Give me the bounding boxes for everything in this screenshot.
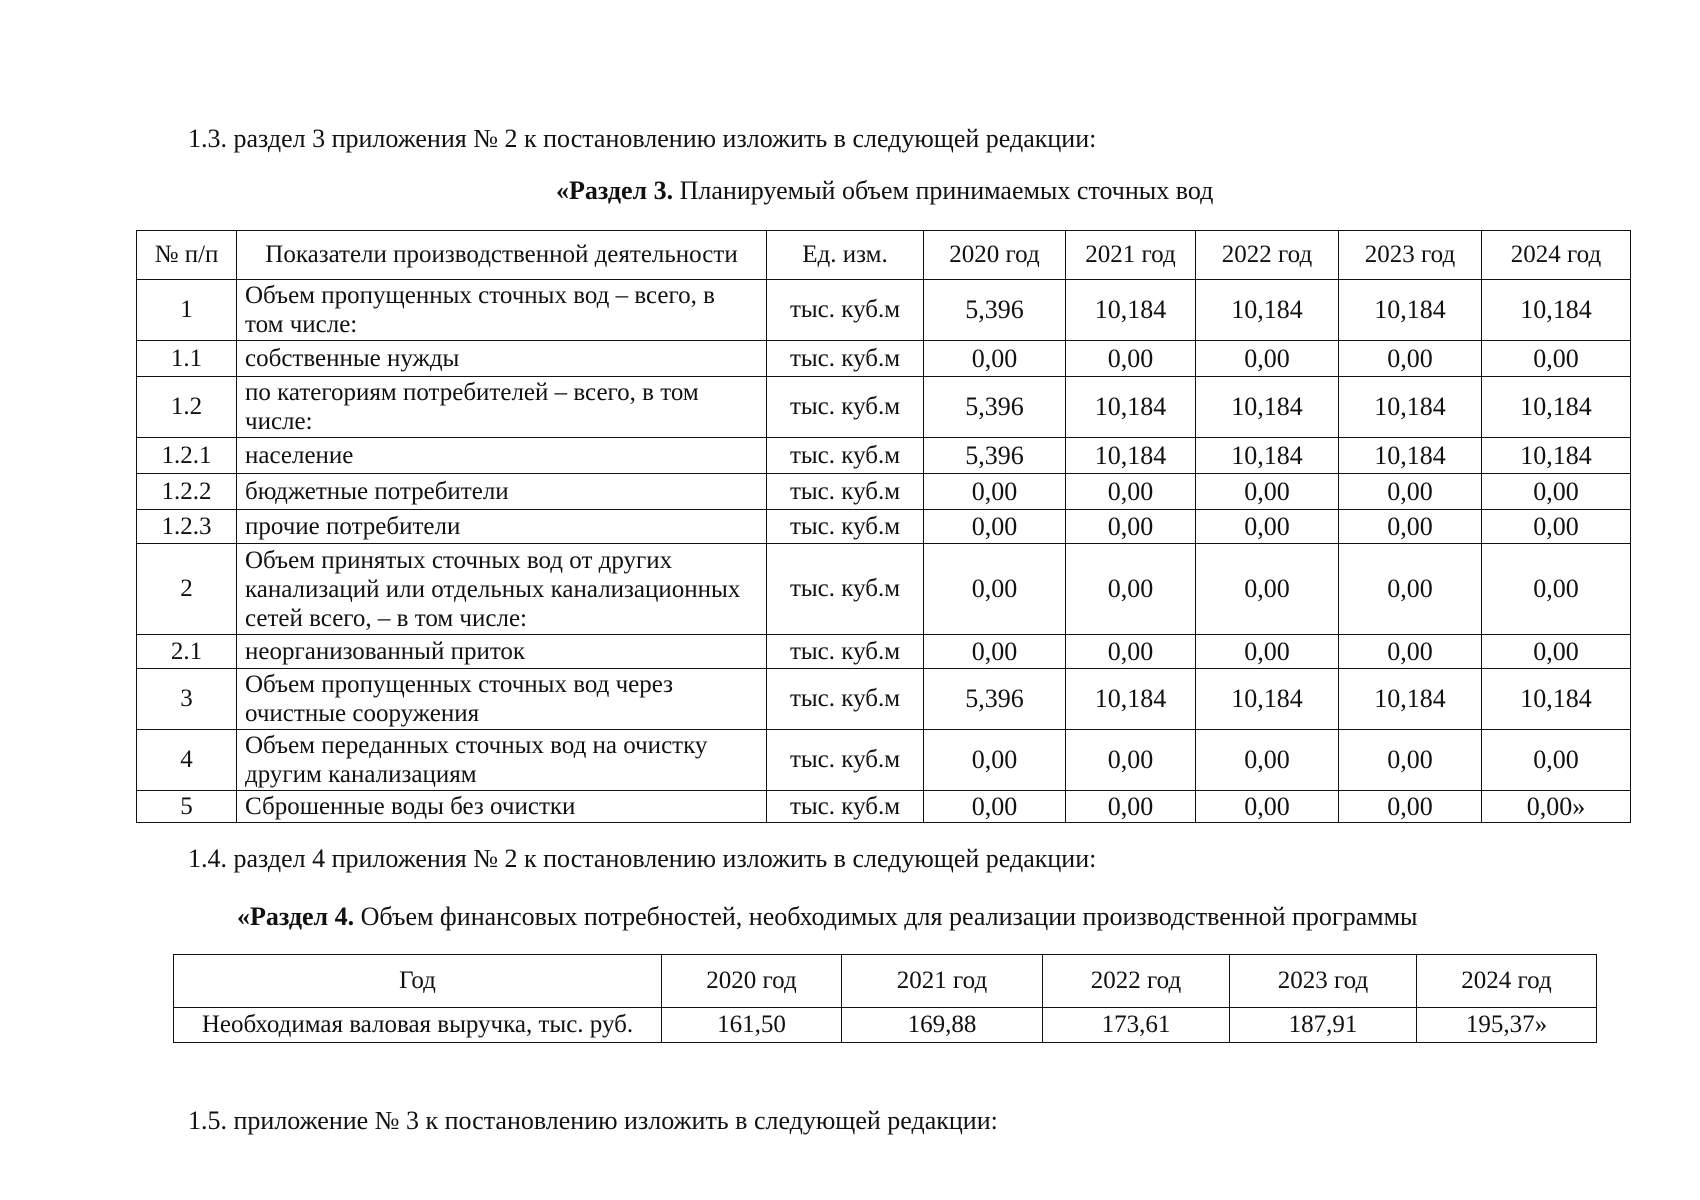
row-number: 5: [137, 791, 237, 823]
value-2020: 0,00: [924, 635, 1066, 669]
table-row: [137, 474, 1631, 510]
revenue-label: Необходимая валовая выручка, тыс. руб.: [174, 1008, 662, 1043]
unit: тыс. куб.м: [767, 377, 924, 438]
section-4-title: [237, 902, 1418, 932]
value-2020: 0,00: [924, 341, 1066, 377]
header-cell: 2021 год: [842, 955, 1043, 1008]
table-row: [137, 730, 1631, 791]
section-4-table: [173, 954, 1597, 1043]
table-row: [137, 510, 1631, 544]
table-row: [137, 544, 1631, 635]
value-2020: 0,00: [924, 474, 1066, 510]
row-number: 1.2.3: [137, 510, 237, 544]
row-number: 1.2: [137, 377, 237, 438]
section-3-title-bold: «Раздел 3.: [556, 176, 674, 205]
unit: тыс. куб.м: [767, 474, 924, 510]
value-2022: 0,00: [1196, 474, 1339, 510]
header-cell: 2024 год: [1417, 955, 1597, 1008]
value-2022: 0,00: [1196, 341, 1339, 377]
value-2024: 195,37»: [1417, 1008, 1597, 1043]
paragraph-1-4: 1.4. раздел 4 приложения № 2 к постановлению изложить в следующей редакции:: [188, 844, 1097, 873]
value-2023: 0,00: [1339, 635, 1482, 669]
section-3-title-rest: Планируемый объем принимаемых сточных вод: [673, 176, 1214, 205]
value-2023: 10,184: [1339, 669, 1482, 730]
row-number: 4: [137, 730, 237, 791]
header-cell: Ед. изм.: [767, 231, 924, 280]
value-2021: 0,00: [1066, 791, 1196, 823]
table-row: [137, 438, 1631, 474]
value-2022: 10,184: [1196, 438, 1339, 474]
value-2024: 0,00: [1482, 474, 1631, 510]
value-2023: 10,184: [1339, 280, 1482, 341]
table-row: [137, 377, 1631, 438]
value-2024: 10,184: [1482, 669, 1631, 730]
header-cell: № п/п: [137, 231, 237, 280]
value-2021: 0,00: [1066, 635, 1196, 669]
indicator-name: прочие потребители: [237, 510, 767, 544]
value-2024: 0,00: [1482, 341, 1631, 377]
indicator-name: Объем переданных сточных вод на очистку другим канализациям: [237, 730, 767, 791]
row-number: 2.1: [137, 635, 237, 669]
value-2023: 0,00: [1339, 510, 1482, 544]
value-2021: 0,00: [1066, 730, 1196, 791]
value-2022: 0,00: [1196, 791, 1339, 823]
indicator-name: Объем пропущенных сточных вод через очистные сооружения: [237, 669, 767, 730]
value-2022: 0,00: [1196, 730, 1339, 791]
section-4-title-rest: Объем финансовых потребностей, необходимых для реализации производственной программы: [354, 902, 1418, 931]
value-2024: 0,00: [1482, 510, 1631, 544]
value-2023: 10,184: [1339, 438, 1482, 474]
value-2024: 10,184: [1482, 438, 1631, 474]
indicator-name: Объем принятых сточных вод от других канализаций или отдельных канализационных сетей всего, – в том числе:: [237, 544, 767, 635]
value-2021: 0,00: [1066, 544, 1196, 635]
indicator-name: по категориям потребителей – всего, в том числе:: [237, 377, 767, 438]
value-2022: 10,184: [1196, 377, 1339, 438]
value-2020: 0,00: [924, 510, 1066, 544]
value-2020: 5,396: [924, 377, 1066, 438]
value-2021: 0,00: [1066, 510, 1196, 544]
header-cell: 2023 год: [1230, 955, 1417, 1008]
value-2024: 0,00: [1482, 635, 1631, 669]
unit: тыс. куб.м: [767, 341, 924, 377]
unit: тыс. куб.м: [767, 669, 924, 730]
unit: тыс. куб.м: [767, 730, 924, 791]
value-2024: 0,00»: [1482, 791, 1631, 823]
table-row: [137, 341, 1631, 377]
indicator-name: собственные нужды: [237, 341, 767, 377]
unit: тыс. куб.м: [767, 635, 924, 669]
paragraph-1-3: 1.3. раздел 3 приложения № 2 к постановлению изложить в следующей редакции:: [188, 124, 1097, 153]
unit: тыс. куб.м: [767, 280, 924, 341]
value-2023: 0,00: [1339, 730, 1482, 791]
value-2024: 10,184: [1482, 280, 1631, 341]
table-row: [137, 669, 1631, 730]
value-2022: 10,184: [1196, 280, 1339, 341]
value-2024: 0,00: [1482, 544, 1631, 635]
indicator-name: население: [237, 438, 767, 474]
header-cell: 2022 год: [1196, 231, 1339, 280]
table-row: [137, 280, 1631, 341]
row-number: 1.2.1: [137, 438, 237, 474]
value-2023: 0,00: [1339, 544, 1482, 635]
value-2023: 10,184: [1339, 377, 1482, 438]
table-row: [174, 1008, 1597, 1043]
header-cell: Год: [174, 955, 662, 1008]
value-2024: 0,00: [1482, 730, 1631, 791]
value-2023: 0,00: [1339, 791, 1482, 823]
table-header-row: [137, 231, 1631, 280]
value-2020: 5,396: [924, 280, 1066, 341]
value-2024: 10,184: [1482, 377, 1631, 438]
indicator-name: Сброшенные воды без очистки: [237, 791, 767, 823]
value-2021: 10,184: [1066, 280, 1196, 341]
unit: тыс. куб.м: [767, 544, 924, 635]
table-row: [137, 791, 1631, 823]
value-2021: 10,184: [1066, 377, 1196, 438]
value-2021: 10,184: [1066, 438, 1196, 474]
header-cell: 2022 год: [1043, 955, 1230, 1008]
indicator-name: Объем пропущенных сточных вод – всего, в том числе:: [237, 280, 767, 341]
value-2023: 0,00: [1339, 341, 1482, 377]
value-2020: 5,396: [924, 669, 1066, 730]
value-2022: 173,61: [1043, 1008, 1230, 1043]
value-2020: 0,00: [924, 730, 1066, 791]
header-cell: 2020 год: [662, 955, 842, 1008]
row-number: 3: [137, 669, 237, 730]
value-2022: 0,00: [1196, 510, 1339, 544]
header-cell: 2020 год: [924, 231, 1066, 280]
value-2020: 0,00: [924, 544, 1066, 635]
unit: тыс. куб.м: [767, 791, 924, 823]
value-2022: 0,00: [1196, 635, 1339, 669]
unit: тыс. куб.м: [767, 510, 924, 544]
section-3-table: [136, 230, 1631, 823]
row-number: 1.2.2: [137, 474, 237, 510]
value-2020: 161,50: [662, 1008, 842, 1043]
section-3-title: [556, 176, 1213, 206]
table-row: [137, 635, 1631, 669]
row-number: 2: [137, 544, 237, 635]
unit: тыс. куб.м: [767, 438, 924, 474]
indicator-name: неорганизованный приток: [237, 635, 767, 669]
row-number: 1: [137, 280, 237, 341]
value-2023: 187,91: [1230, 1008, 1417, 1043]
row-number: 1.1: [137, 341, 237, 377]
indicator-name: бюджетные потребители: [237, 474, 767, 510]
header-cell: 2023 год: [1339, 231, 1482, 280]
section-4-title-bold: «Раздел 4.: [237, 902, 355, 931]
value-2023: 0,00: [1339, 474, 1482, 510]
value-2021: 169,88: [842, 1008, 1043, 1043]
value-2022: 0,00: [1196, 544, 1339, 635]
header-cell: Показатели производственной деятельности: [237, 231, 767, 280]
value-2021: 0,00: [1066, 474, 1196, 510]
value-2021: 10,184: [1066, 669, 1196, 730]
header-cell: 2021 год: [1066, 231, 1196, 280]
value-2020: 0,00: [924, 791, 1066, 823]
paragraph-1-5: 1.5. приложение № 3 к постановлению изложить в следующей редакции:: [188, 1106, 998, 1135]
value-2021: 0,00: [1066, 341, 1196, 377]
header-cell: 2024 год: [1482, 231, 1631, 280]
value-2022: 10,184: [1196, 669, 1339, 730]
value-2020: 5,396: [924, 438, 1066, 474]
table-header-row: [174, 955, 1597, 1008]
